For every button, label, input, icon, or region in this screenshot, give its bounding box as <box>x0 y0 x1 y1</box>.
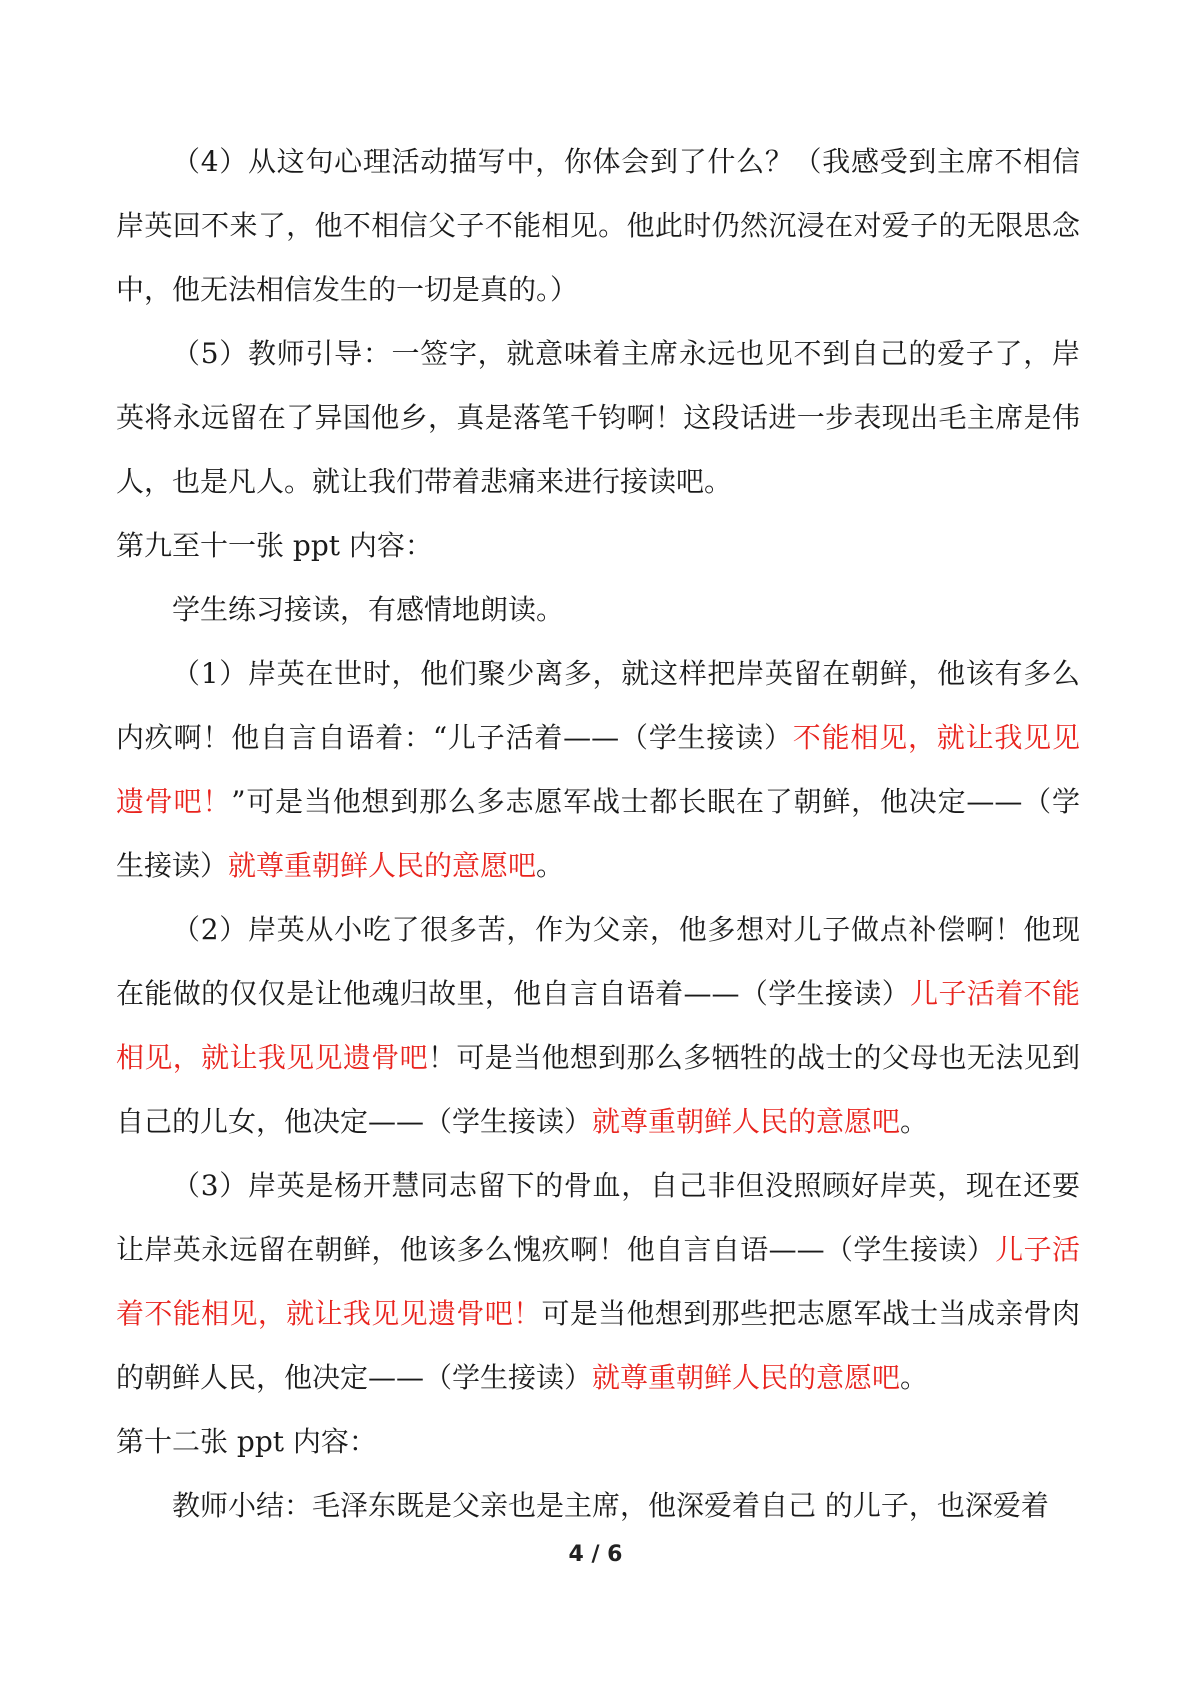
text-segment: 教师小结：毛泽东既是父亲也是主席，他深爱着自己 的儿子，也深爱着 <box>172 1489 1049 1522</box>
paragraph <box>116 1410 1080 1474</box>
highlighted-text-segment: 儿子活着不能相见，就让我见见遗骨吧！ <box>116 1233 1080 1330</box>
text-segment: （5）教师引导：一签字，就意味着主席永远也见不到自己的爱子了，岸英将永远留在了异国他乡，真是落笔千钧啊！这段话进一步表现出毛主席是伟人，也是凡人。就让我们带着悲痛来进行接读吧。 <box>116 337 1080 498</box>
document-body <box>116 130 1080 1538</box>
text-segment: （3）岸英是杨开慧同志留下的骨血，自己非但没照顾好岸英，现在还要让岸英永远留在朝鲜，他该多么愧疚啊！他自言自语——（学生接读） <box>116 1169 1080 1266</box>
paragraph <box>116 642 1080 898</box>
highlighted-text-segment: 儿子活着不能相见，就让我见见遗骨吧 <box>116 977 1080 1074</box>
text-segment: （1）岸英在世时，他们聚少离多，就这样把岸英留在朝鲜，他该有多么内疚啊！他自言自语着：“儿子活着——（学生接读） <box>116 657 1080 754</box>
text-segment: 学生练习接读，有感情地朗读。 <box>172 593 565 626</box>
text-segment: ！可是当他想到那么多牺牲的战士的父母也无法见到自己的儿女，他决定——（学生接读） <box>116 1041 1080 1138</box>
text-segment: 可是当他想到那些把志愿军战士当成亲骨肉的朝鲜人民，他决定——（学生接读） <box>116 1297 1080 1394</box>
text-segment: （4）从这句心理活动描写中，你体会到了什么？（我感受到主席不相信岸英回不来了，他不相信父子不能相见。他此时仍然沉浸在对爱子的无限思念中，他无法相信发生的一切是真的。） <box>116 145 1080 306</box>
highlighted-text-segment: 不能相见，就让我见见遗骨吧！ <box>116 721 1080 818</box>
text-segment: 。 <box>900 1105 929 1138</box>
text-segment: 第十二张 ppt 内容： <box>116 1425 377 1458</box>
highlighted-text-segment: 就尊重朝鲜人民的意愿吧 <box>592 1361 901 1394</box>
paragraph <box>116 514 1080 578</box>
highlighted-text-segment: 就尊重朝鲜人民的意愿吧 <box>228 849 537 882</box>
paragraph <box>116 130 1080 322</box>
highlighted-text-segment: 就尊重朝鲜人民的意愿吧 <box>592 1105 901 1138</box>
text-segment: （2）岸英从小吃了很多苦，作为父亲，他多想对儿子做点补偿啊！他现在能做的仅仅是让他魂归故里，他自言自语着——（学生接读） <box>116 913 1080 1010</box>
paragraph <box>116 578 1080 642</box>
text-segment: 第九至十一张 ppt 内容： <box>116 529 433 562</box>
paragraph <box>116 1474 1080 1538</box>
paragraph <box>116 1154 1080 1410</box>
text-segment: 。 <box>900 1361 929 1394</box>
text-segment: ”可是当他想到那么多志愿军战士都长眠在了朝鲜，他决定——（学生接读） <box>116 785 1080 882</box>
paragraph <box>116 898 1080 1154</box>
text-segment: 。 <box>536 849 565 882</box>
paragraph <box>116 322 1080 514</box>
page-number: 4 / 6 <box>568 1542 623 1567</box>
